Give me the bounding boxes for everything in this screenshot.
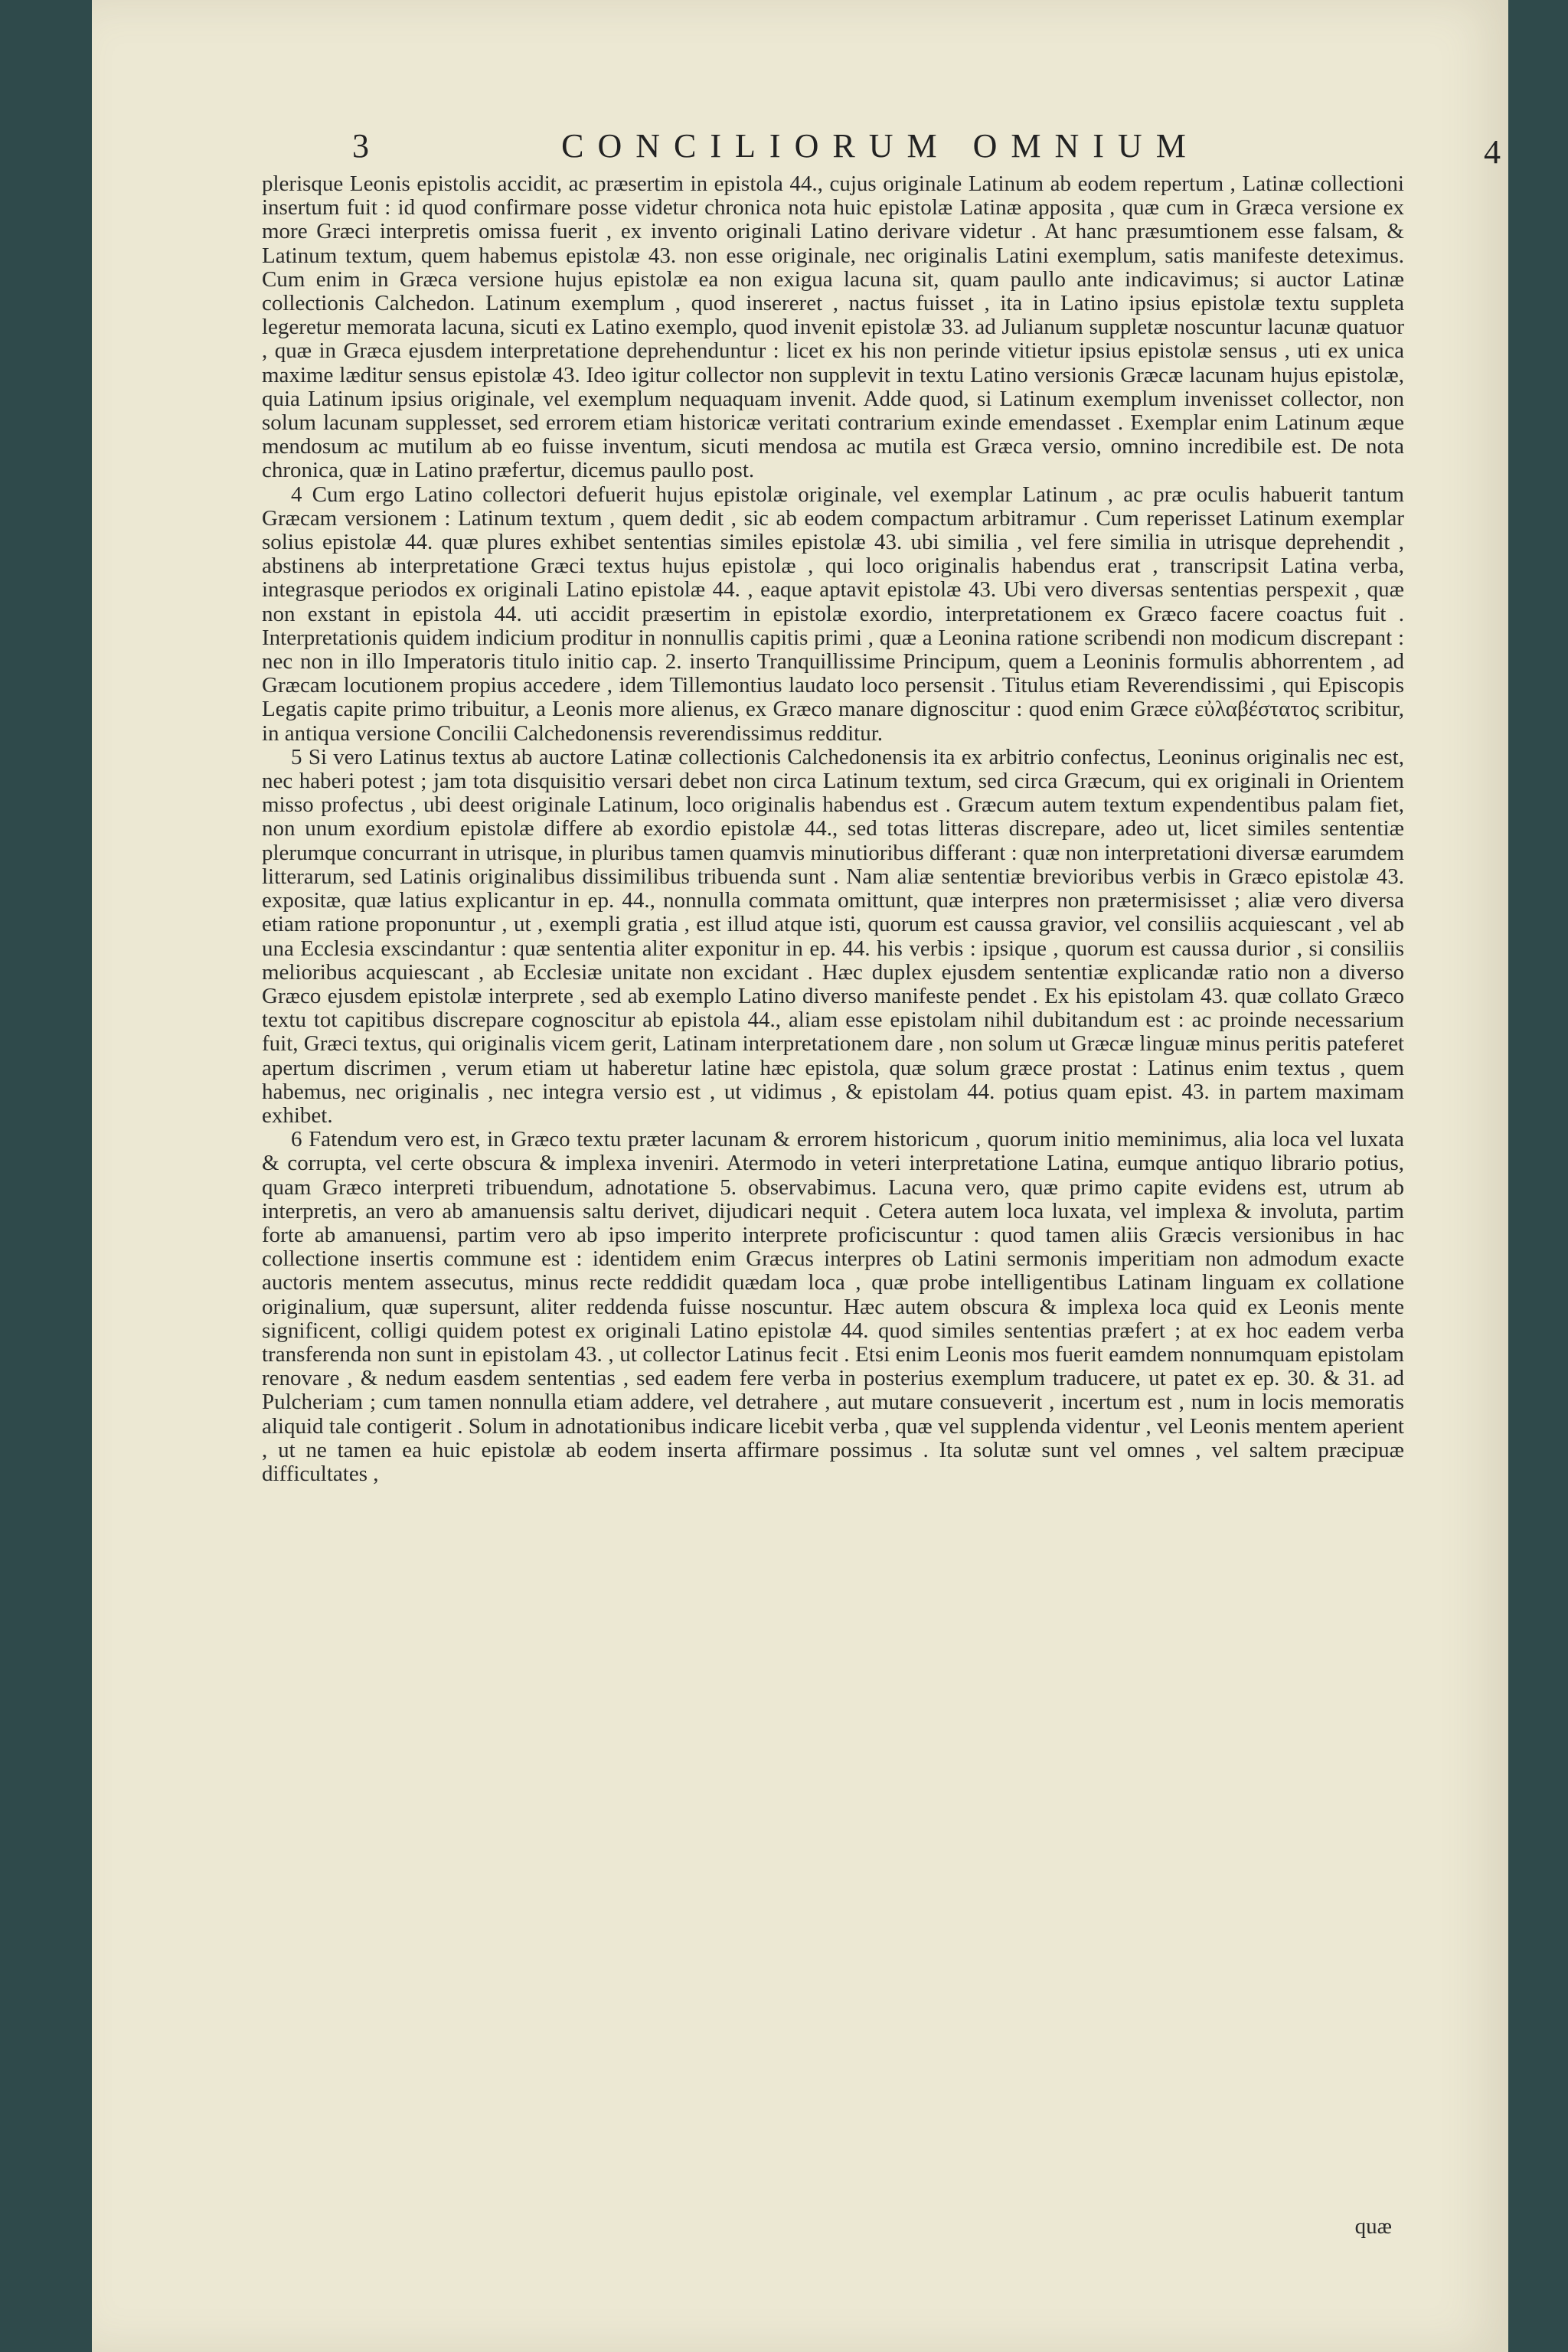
body-text bbox=[262, 172, 1404, 1486]
catchword: quæ bbox=[1354, 2214, 1392, 2239]
running-title: CONCILIORUM OMNIUM bbox=[561, 127, 1200, 165]
paragraph-6: 6 Fatendum vero est, in Græco textu præter lacunam & errorem historicum , quorum initio meminimus, alia loca vel luxata & corrupta, vel certe obscura & implexa inveniri. Atermodo in veteri interpretatione Latina, eumque antiquo librario potius, quam Græco interpreti tribuendum, adnotatione 5. observabimus. Lacuna vero, quæ primo capite evidens est, utrum ab interpretis, an vero ab amanuensis saltu derivet, dijudicari nequit . Cetera autem loca luxata, vel implexa & involuta, partim forte ab amanuensi, partim vero ab ipso imperito interprete proficiscuntur : quod tamen aliis Græcis versionibus in hac collectione insertis commune est : identidem enim Græcus interpres ob Latini sermonis imperitiam non admodum exacte auctoris mentem assecutus, minus recte reddidit quædam loca , quæ probe intelligentibus Latinam linguam ex collatione originalium, quæ supersunt, aliter reddenda fuisse noscuntur. Hæc autem obscura & implexa loca quid ex Leonis mente significent, colligi quidem potest ex originali Latino epistolæ 44. quod similes sententias præfert ; at ex hoc eadem verba transferenda non sunt in epistolam 43. , ut collector Latinus fecit . Etsi enim Leonis mos fuerit eamdem nonnumquam epistolam renovare , & nedum easdem sententias , sed eadem fere verba in posterius exemplum traducere, ut patet ex ep. 30. & 31. ad Pulcheriam ; cum tamen nonnulla etiam addere, vel detrahere , aut mutare consueverit , incertum est , num in locis memoratis aliquid tale contigerit . Solum in adnotationibus indicare licebit verba , quæ vel supplenda videntur , vel Leonis mentem aperient , ut ne tamen ea huic epistolæ ab eodem inserta affirmare possimus . Ita solutæ sunt vel omnes , vel saltem præcipuæ difficultates , bbox=[262, 1127, 1404, 1486]
page-number-right: 4 bbox=[1484, 133, 1501, 171]
paragraph-5: 5 Si vero Latinus textus ab auctore Latinæ collectionis Calchedonensis ita ex arbitrio confectus, Leoninus originalis nec est, nec haberi potest ; jam tota disquisitio versari debet non circa Latinum textum, sed circa Græcum, qui ex originali in Orientem misso profectus , ubi deest originale Latinum, loco originalis habendus est . Græcum autem textum expendentibus palam fiet, non unum exordium epistolæ differe ab exordio epistolæ 44., sed totas litteras discrepare, adeo ut, licet similes sententiæ plerumque concurrant in utrisque, in pluribus tamen quamvis minutioribus differant : quæ non interpretationi diversæ earumdem litterarum, sed Latinis originalibus dissimilibus tribuenda sunt . Nam aliæ sententiæ brevioribus verbis in Græco epistolæ 43. expositæ, quæ latius explicantur in ep. 44., nonnulla commata omittunt, quæ interpres non prætermisisset ; aliæ vero diversa etiam ratione proponuntur , ut , exempli gratia , est illud atque isti, quorum est caussa gravior, vel consiliis acquiescant , vel ab una Ecclesia exscindantur : quæ sententia aliter exponitur in ep. 44. his verbis : ipsique , quorum est caussa durior , si consiliis melioribus acquiescant , ab Ecclesiæ unitate non excidant . Hæc duplex ejusdem sententiæ explicandæ ratio non a diverso Græco ejusdem epistolæ interprete , sed ab exemplo Latino diverso manifeste pendet . Ex his epistolam 43. quæ collato Græco textu tot capitibus discrepare cognoscitur ab epistola 44., aliam esse epistolam nihil dubitandum est : ac proinde necessarium fuit, Græci textus, qui originalis vicem gerit, Latinam interpretationem dare , non solum ut Græcæ linguæ minus peritis pateferet apertum discrimen , verum etiam ut haberetur latine hæc epistola, quæ solum græce prostat : Latinus enim textus , quem habemus, nec originalis , nec integra versio est , ut vidimus , & epistolam 44. potius quam epist. 43. in partem maximam exhibet. bbox=[262, 744, 1404, 1128]
paragraph-4: 4 Cum ergo Latino collectori defuerit hujus epistolæ originale, vel exemplar Latinum , ac præ oculis habuerit tantum Græcam versionem : Latinum textum , quem dedit , sic ab eodem compactum arbitramur . Cum reperisset Latinum exemplar solius epistolæ 44. quæ plures exhibet sententias similes epistolæ 43. ubi similia , vel fere similia in utrisque deprehendit , abstinens ab interpretatione Græci textus hujus epistolæ , qui loco originalis habendus erat , transcripsit Latina verba, integrasque periodos ex originali Latino epistolæ 44. , eaque aptavit epistolæ 43. Ubi vero diversas sententias perspexit , quæ non exstant in epistola 44. uti accidit præsertim in epistolæ exordio, interpretationem ex Græco facere coactus fuit . Interpretationis quidem indicium proditur in nonnullis capitis primi , quæ a Leonina ratione scribendi non modicum discrepant : nec non in illo Imperatoris titulo initio cap. 2. inserto Tranquillissime Principum, quem a Leoninis formulis abhorrentem , ad Græcam locutionem propius accedere , idem Tillemontius laudato loco persensit . Titulus etiam Reverendissimi , qui Episcopis Legatis capite primo tribuitur, a Leonis more alienus, ex Græco manare dignoscitur : quod enim Græce εὐλαβέστατος scribitur, in antiqua versione Concilii Calchedonensis reverendissimus redditur. bbox=[262, 482, 1404, 746]
page-header bbox=[260, 126, 1501, 172]
paragraph-continuation: plerisque Leonis epistolis accidit, ac præsertim in epistola 44., cujus originale Latinum ab eodem repertum , Latinæ collectioni insertum fuit : id quod confirmare posse videtur chronica nota huic epistolæ Latinæ apposita , quæ cum in Græca versione ex more Græci interpretis omissa fuerit , ex invento originali Latino derivare videtur . At hanc præsumtionem esse falsam, & Latinum textum, quem habemus epistolæ 43. non esse originale, nec originalis Latini exemplum, satis manifeste deteximus. Cum enim in Græca versione hujus epistolæ ea non exigua lacuna sit, quam paullo ante indicavimus; si auctor Latinæ collectionis Calchedon. Latinum exemplum , quod insereret , nactus fuisset , ita in Latino ipsius epistolæ textu suppleta legeretur memorata lacuna, sicuti ex Latino exemplo, quod invenit epistolæ 33. ad Julianum suppletæ noscuntur lacunæ quatuor , quæ in Græca ejusdem interpretatione deprehenduntur : licet ex his non perinde vitietur ipsius epistolæ sensus , uti ex unica maxime læditur sensus epistolæ 43. Ideo igitur collector non supplevit in textu Latino versionis Græcæ lacunam hujus epistolæ, quia Latinum ipsius originale, vel exemplum nequaquam invenit. Adde quod, si Latinum exemplum invenisset collector, non solum lacunam supplesset, sed errorem etiam historicæ veritati contrarium exinde emendasset . Exemplar enim Latinum æque mendosum ac mutilum ab eo fuisse inventum, sicuti mendosa ac mutila est Græca versio, omnino incredibile est. De nota chronica, quæ in Latino præfertur, dicemus paullo post. bbox=[262, 172, 1404, 483]
page-number-left: 3 bbox=[352, 127, 369, 165]
